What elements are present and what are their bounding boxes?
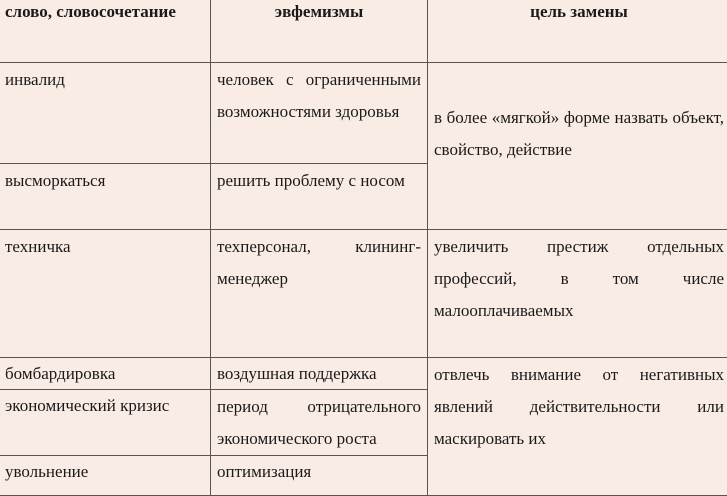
word-cell: бомбардировка [0, 358, 211, 390]
word-cell: инвалид [0, 63, 211, 164]
word-cell: высморкаться [0, 164, 211, 230]
word-cell: экономический кризис [0, 390, 211, 456]
table-row [0, 358, 727, 390]
table-header-row [0, 0, 727, 63]
table-row [0, 230, 727, 358]
euphemism-cell: решить проблему с носом [211, 164, 428, 230]
euphemism-cell: техперсонал, клининг-менеджер [211, 230, 428, 358]
euphemism-cell: оптимизация [211, 456, 428, 496]
euphemism-cell: период отрицательного экономического роста [211, 390, 428, 456]
purpose-cell: отвлечь внимание от негативных явлений действительности или маскировать их [428, 358, 727, 496]
header-euphemism: эвфемизмы [211, 0, 428, 63]
header-purpose: цель замены [428, 0, 727, 63]
euphemism-cell: человек с ограниченными возможностями здоровья [211, 63, 428, 164]
header-word: слово, словосочетание [0, 0, 211, 63]
table-row [0, 63, 727, 164]
purpose-cell: в более «мягкой» форме назвать объект, свойство, действие [428, 63, 727, 230]
euphemism-cell: воздушная поддержка [211, 358, 428, 390]
word-cell: техничка [0, 230, 211, 358]
purpose-cell: увеличить престиж отдельных профессий, в том числе малооплачиваемых [428, 230, 727, 358]
word-cell: увольнение [0, 456, 211, 496]
